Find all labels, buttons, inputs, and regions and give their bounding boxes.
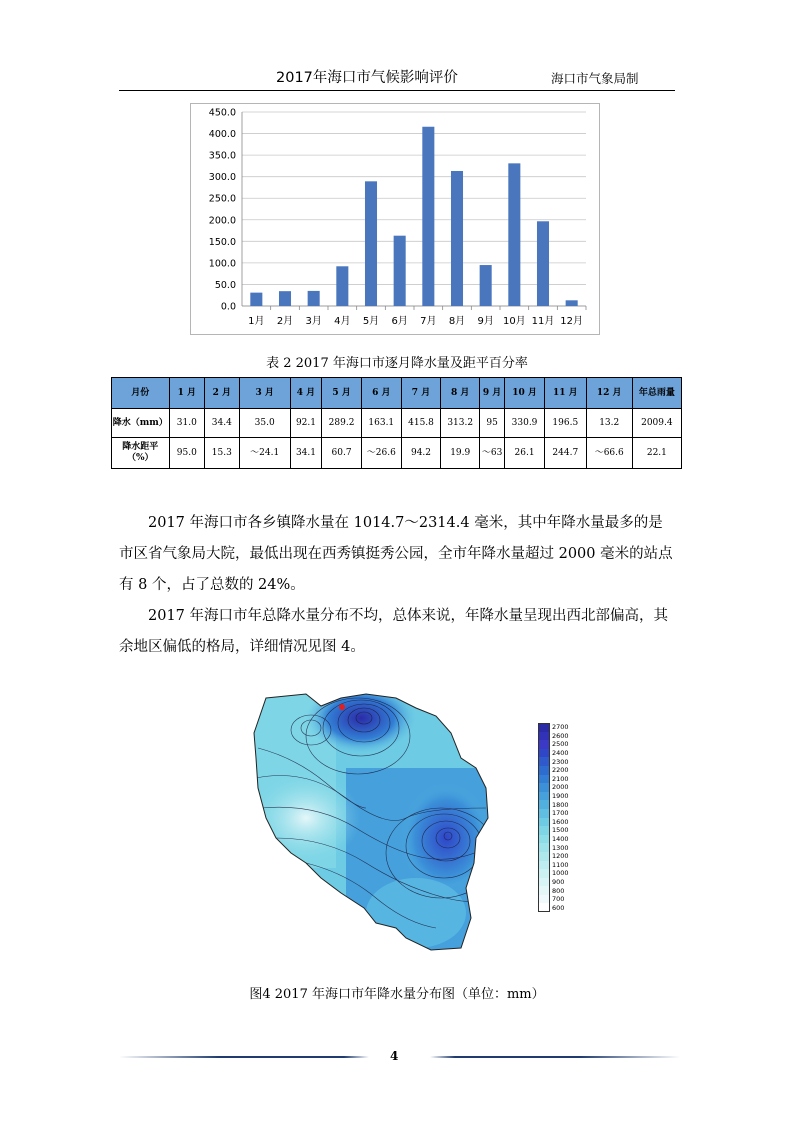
x-tick-label: 8月 — [448, 316, 466, 327]
table-cell: 415.8 — [401, 409, 441, 438]
legend-swatch — [538, 732, 550, 741]
legend-item — [538, 749, 569, 758]
table-row-anomaly — [112, 438, 682, 469]
legend-label: 2200 — [552, 766, 569, 775]
x-tick-label: 5月 — [362, 316, 380, 327]
table-cell: 31.0 — [169, 409, 205, 438]
station-marker — [339, 704, 345, 710]
table-header-cell: 6 月 — [361, 378, 401, 409]
table-cell: ～63 — [480, 438, 505, 469]
table-cell: 95.0 — [169, 438, 205, 469]
legend-label: 2700 — [552, 723, 569, 732]
y-tick-label: 100.0 — [208, 258, 236, 270]
x-tick-label: 1月 — [248, 316, 265, 327]
table-header-cell: 12 月 — [586, 378, 632, 409]
table-cell: 95 — [480, 409, 505, 438]
table-header-cell: 2 月 — [205, 378, 240, 409]
bar-5 — [365, 181, 377, 306]
table-cell: 34.4 — [205, 409, 240, 438]
table-header-cell: 3 月 — [239, 378, 290, 409]
table-row-precipitation — [112, 409, 682, 438]
x-tick-label: 4月 — [334, 316, 351, 327]
bar-2 — [279, 291, 291, 306]
x-tick-label: 11月 — [531, 316, 555, 327]
x-tick-label: 2月 — [276, 316, 294, 327]
legend-item — [538, 740, 569, 749]
legend-swatch — [538, 749, 550, 758]
legend-label: 1900 — [552, 792, 569, 801]
legend-item — [538, 775, 569, 784]
legend-item — [538, 818, 569, 827]
y-tick-label: 450.0 — [208, 107, 236, 119]
map-fill — [246, 688, 546, 953]
table-header-cell: 5 月 — [322, 378, 362, 409]
table-cell: 244.7 — [544, 438, 586, 469]
table-header-cell: 7 月 — [401, 378, 441, 409]
table-cell: 196.5 — [544, 409, 586, 438]
bar-6 — [394, 236, 406, 306]
table-cell: 92.1 — [290, 409, 321, 438]
table-cell: 19.9 — [441, 438, 480, 469]
legend-label: 1300 — [552, 843, 569, 852]
legend-swatch — [538, 792, 550, 801]
legend-swatch — [538, 775, 550, 784]
legend-item — [538, 732, 569, 741]
legend-label: 1100 — [552, 860, 569, 869]
legend-item — [538, 757, 569, 766]
y-tick-label: 50.0 — [214, 279, 236, 291]
legend-item — [538, 800, 569, 809]
figure-caption: 图4 2017 年海口市年降水量分布图（单位：mm） — [249, 987, 545, 1002]
legend-label: 1000 — [552, 869, 569, 878]
x-tick-label: 12月 — [560, 316, 584, 327]
paragraph-1: 2017 年海口市各乡镇降水量在 1014.7～2314.4 毫米，其中年降水量最多的是市区省气象局大院，最低出现在西秀镇挺秀公园，全市年降水量超过 2000 毫米的站点有 8 个，占了总数的 24%。 — [119, 515, 673, 593]
legend-swatch — [538, 766, 550, 775]
legend-item — [538, 809, 569, 818]
legend-item — [538, 835, 569, 844]
table-header-cell: 年总雨量 — [632, 378, 681, 409]
legend-item — [538, 903, 569, 912]
legend-label: 1700 — [552, 809, 569, 818]
legend-label: 2400 — [552, 749, 569, 758]
table-cell: 22.1 — [632, 438, 681, 469]
legend-label: 2100 — [552, 774, 569, 783]
y-tick-label: 0.0 — [220, 301, 236, 313]
legend-swatch — [538, 757, 550, 766]
bar-11 — [537, 221, 549, 306]
x-tick-label: 7月 — [420, 316, 437, 327]
legend-item — [538, 826, 569, 835]
bar-4 — [336, 266, 348, 306]
bar-10 — [508, 163, 520, 306]
table-cell: 94.2 — [401, 438, 441, 469]
legend-swatch — [538, 723, 550, 732]
table-caption: 表 2 2017 年海口市逐月降水量及距平百分率 — [266, 356, 528, 371]
table-cell: 13.2 — [586, 409, 632, 438]
legend-label: 1400 — [552, 835, 569, 844]
table-cell: 163.1 — [361, 409, 401, 438]
footer-rule-left — [119, 1056, 369, 1058]
body-text — [119, 508, 675, 663]
legend-label: 700 — [552, 895, 565, 904]
table-header-label: 月份 — [112, 378, 170, 409]
table-header-cell: 10 月 — [505, 378, 545, 409]
legend-swatch — [538, 809, 550, 818]
y-tick-label: 200.0 — [208, 215, 236, 227]
legend-label: 2500 — [552, 740, 569, 749]
legend-item — [538, 861, 569, 870]
bar-7 — [422, 127, 434, 306]
legend-item — [538, 869, 569, 878]
header-title: 2017年海口市气候影响评价 — [276, 70, 458, 86]
table-cell: 15.3 — [205, 438, 240, 469]
header-rule — [119, 90, 675, 91]
legend-label: 2600 — [552, 731, 569, 740]
legend-label: 800 — [552, 886, 565, 895]
table-cell: ～66.6 — [586, 438, 632, 469]
monthly-precipitation-bar-chart — [190, 103, 600, 335]
legend-item — [538, 723, 569, 732]
legend-swatch — [538, 800, 550, 809]
legend-swatch — [538, 818, 550, 827]
table-cell: 2009.4 — [632, 409, 681, 438]
legend-item — [538, 843, 569, 852]
header-organization: 海口市气象局制 — [551, 71, 639, 86]
y-tick-label: 350.0 — [208, 150, 236, 162]
legend-swatch — [538, 895, 550, 904]
legend-label: 2000 — [552, 783, 569, 792]
legend-swatch — [538, 886, 550, 895]
legend-swatch — [538, 835, 550, 844]
legend-item — [538, 886, 569, 895]
legend-item — [538, 852, 569, 861]
legend-swatch — [538, 903, 550, 912]
precipitation-table — [111, 377, 682, 469]
bar-9 — [480, 265, 492, 306]
table-header-cell: 9 月 — [480, 378, 505, 409]
table-cell: 34.1 — [290, 438, 321, 469]
table-header-cell: 8 月 — [441, 378, 480, 409]
legend-swatch — [538, 852, 550, 861]
table-header-cell: 4 月 — [290, 378, 321, 409]
legend-swatch — [538, 826, 550, 835]
footer-rule-right — [430, 1056, 680, 1058]
legend-item — [538, 783, 569, 792]
table-cell: 60.7 — [322, 438, 362, 469]
table-cell: 26.1 — [505, 438, 545, 469]
x-tick-label: 9月 — [477, 316, 494, 327]
legend-item — [538, 766, 569, 775]
legend-label: 1600 — [552, 817, 569, 826]
legend-item — [538, 895, 569, 904]
table-header-cell: 1 月 — [169, 378, 205, 409]
legend-item — [538, 878, 569, 887]
y-tick-label: 250.0 — [208, 193, 236, 205]
legend-label: 1800 — [552, 800, 569, 809]
table-cell: ～26.6 — [361, 438, 401, 469]
legend-swatch — [538, 861, 550, 870]
table-cell: 35.0 — [239, 409, 290, 438]
table-row-label: 降水（mm） — [112, 409, 170, 438]
legend-swatch — [538, 878, 550, 887]
table-header-cell: 11 月 — [544, 378, 586, 409]
table-cell: 313.2 — [441, 409, 480, 438]
bar-12 — [566, 300, 578, 306]
bar-3 — [308, 291, 320, 306]
bar-1 — [250, 293, 262, 306]
bar-8 — [451, 171, 463, 306]
table-cell: 330.9 — [505, 409, 545, 438]
y-tick-label: 400.0 — [208, 129, 236, 141]
x-tick-label: 6月 — [391, 316, 408, 327]
y-tick-label: 300.0 — [208, 172, 236, 184]
legend-label: 2300 — [552, 757, 569, 766]
legend-swatch — [538, 843, 550, 852]
legend-item — [538, 792, 569, 801]
page-number: 4 — [390, 1049, 399, 1063]
precipitation-distribution-map — [246, 688, 546, 953]
y-tick-label: 150.0 — [208, 236, 236, 248]
table-header-row — [112, 378, 682, 409]
legend-label: 1200 — [552, 852, 569, 861]
x-tick-label: 10月 — [502, 316, 526, 327]
legend-label: 600 — [552, 903, 565, 912]
table-cell: ～24.1 — [239, 438, 290, 469]
legend-swatch — [538, 783, 550, 792]
legend-swatch — [538, 740, 550, 749]
table-row-label: 降水距平（%） — [112, 438, 170, 469]
legend-label: 900 — [552, 877, 565, 886]
legend-swatch — [538, 869, 550, 878]
paragraph-2: 2017 年海口市年总降水量分布不均，总体来说，年降水量呈现出西北部偏高，其余地区偏低的格局，详细情况见图 4。 — [119, 608, 669, 655]
map-legend — [538, 723, 569, 912]
table-cell: 289.2 — [322, 409, 362, 438]
legend-label: 1500 — [552, 826, 569, 835]
x-tick-label: 3月 — [305, 316, 322, 327]
